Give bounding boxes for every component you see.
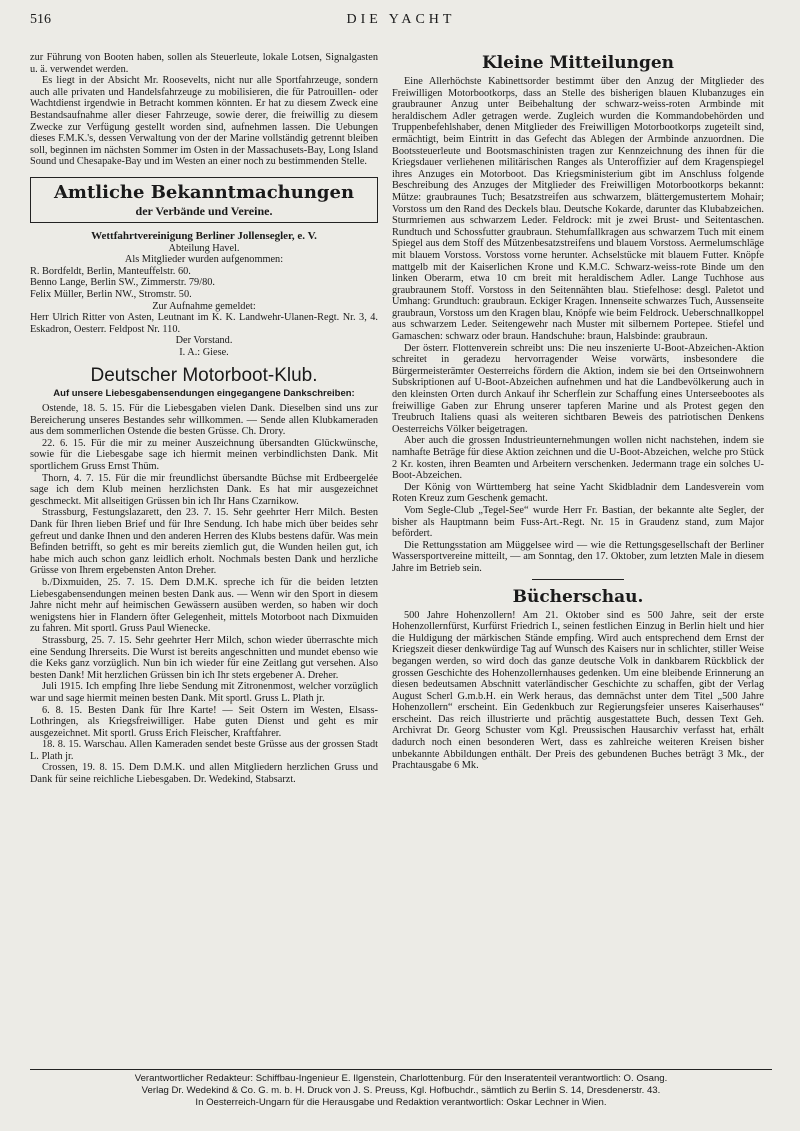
divider (532, 579, 624, 580)
signature-board: Der Vorstand. (175, 335, 233, 347)
page-number: 516 (30, 12, 51, 27)
imprint-line: Verantwortlicher Redakteur: Schiffbau-Ingenieur E. Ilgenstein, Charlottenburg. Für den Inseratenteil verantwortlich: O. Osang. (134, 1073, 668, 1084)
letter: Crossen, 19. 8. 15. Dem D.M.K. und allen Mitgliedern herzlichen Gruss und Dank für seine reichliche Liebesgaben. Dr. Wedekind, Stabsarzt. (30, 762, 378, 786)
announcements-box (30, 177, 378, 223)
left-column (30, 52, 378, 786)
imprint-line: In Oesterreich-Ungarn für die Herausgabe und Redaktion verantwortlich: Oskar Lechner in Wien. (195, 1096, 607, 1108)
member-entry: R. Bordfeldt, Berlin, Manteuffelstr. 60. (30, 265, 191, 277)
application-intro: Zur Aufnahme gemeldet: (152, 300, 256, 312)
section-title-news: Kleine Mitteilungen (481, 53, 675, 73)
letter: Strassburg, Festungslazarett, den 23. 7. 15. Sehr geehrter Herr Milch. Besten Dank für Ihren lieben Brief und für Ihre Sendung. Ich habe mich über beides sehr gefreut und danke Ihnen und den anderen Herren des Klubs bestens dafür. Was mein Befinden betrifft, so geht es mir bereits ziemlich gut, die Wunden heilen gut, ich habe mich auch schon ganz leidlich erholt. Nochmals besten Dank und herzliche Grüsse von Ihrem ergebensten Anton Dreher. (30, 507, 378, 577)
signature-name: I. A.: Giese. (179, 346, 229, 358)
imprint-footer (30, 1069, 772, 1108)
letter: 6. 8. 15. Besten Dank für Ihre Karte! — Seit Ostern im Westen, Elsass-Lothringen, als Kriegsfreiwilliger. Habe guten Dienst und geht es mir ausgezeichnet. Mit sportl. Gruss Erich Fleischer, Kraftfahrer. (30, 704, 378, 739)
member-entry: Benno Lange, Berlin SW., Zimmerstr. 79/80. (30, 277, 215, 289)
announcements-title: Amtliche Bekanntmachungen (53, 181, 355, 203)
letter: 22. 6. 15. Für die mir zu meiner Auszeichnung übersandten Glückwünsche, sowie für die Liebesgabe sage ich hiermit meinen verbindlichsten Dank. Mit sportlichem Gruss Ernst Thüm. (30, 437, 378, 473)
letter: Ostende, 18. 5. 15. Für die Liebesgaben vielen Dank. Dieselben sind uns zur Bereicherung unseres Bestandes sehr willkommen. — Sende allen Klubkameraden aus dem sommerlichen Ostende die besten Grüsse. Ch. Drory. (30, 403, 378, 438)
letter: Thorn, 4. 7. 15. Für die mir freundlichst übersandte Büchse mit Erdbeergelée sage ich dem Klub meinen herzlichsten Dank. Es hat mir ausgezeichnet geschmeckt. Mit allseitigen Grüssen bin ich Ihr Hans Czarnikow. (30, 472, 378, 507)
paragraph: 500 Jahre Hohenzollern! Am 21. Oktober sind es 500 Jahre, seit der erste Hohenzollernfürst, Kurfürst Friedrich I., seinen festlichen Einzug in Berlin hielt und hier die Huldigung der märkischen Stände empfing. Wird auch entsprechend dem Ernst der Kriegszeit dieser denkwürdige Tag auf Wunsch des Kaisers nur in schlichter, stiller Weise begangen werden, so wird doch das ganze deutsche Volk in dankbarem Rückblick der grossen Geschichte des Hohenzollernhauses gedenken. Um eine bleibende Erinnerung an diesen bedeutsamen Abschnitt vaterländischer Geschichte zu schaffen, gibt der Verlag August Scherl G.m.b.H. ein Werk heraus, das demnächst unter dem Titel „500 Jahre Hohenzollern“ erscheint. Ein Gedenkbuch zur Regierungsfeier unseres Kaiserhauses“ erscheint. Das reich illustrierte und prächtig ausgestattete Buch, dessen Text Geh. Archivrat Dr. Georg Schuster vom Kgl. Preussischen Hausarchiv verfasst hat, erhält dadurch noch einen besonderen Wert, dass es zahlreiche weiteren Kreisen bisher unbekannte Abbildungen enthält. Der Preis des gebundenen Buches beträgt 3 Mk., der Prachtausgabe 6 Mk. (392, 609, 764, 772)
running-title: DIE YACHT (346, 12, 456, 27)
paragraph: Der österr. Flottenverein schreibt uns: Die neu inszenierte U-Boot-Abzeichen-Aktion schreitet in geradezu hervorragender Weise vorwärts, insbesondere die Bürgermeisterämter Oesterreichs fördern die Aktion, indem sie bei den Ortseinwohnern Subskriptionen auf U-Boot-Abzeichen aufnehmen und hat die Landbevölkerung auch in den kleinsten Orten durch Ankauf ihr Scherflein zur Schaffung eines Unterseebootes als freiwillige Gaben zur Ehrung unserer tapferen Marine und als Protest gegen den Treubruch Italiens quasi als weiteren sichtbaren Beweis des patriotischen Denkens Oesterreichs Völker beigetragen. (392, 342, 764, 435)
announcements-subtitle: der Verbände und Vereine. (135, 203, 273, 218)
paragraph: Die Rettungsstation am Müggelsee wird — wie die Rettungsgesellschaft der Berliner Wassersportvereine mitteilt, — am Sonntag, den 17. Oktober, zum letzten Male in diesem Jahre im Betrieb sein. (392, 539, 764, 574)
member-intro: Als Mitglieder wurden aufgenommen: (124, 254, 284, 266)
member-entry: Felix Müller, Berlin NW., Stromstr. 50. (30, 288, 192, 300)
letter: Juli 1915. Ich empfing Ihre liebe Sendung mit Zitronenmost, welcher vorzüglich war und sage hiermit meinen besten Dank. Mit sportl. Gruss L. Plath jr. (30, 681, 378, 704)
club-heading: Wettfahrtvereinigung Berliner Jollensegler, e. V. (91, 229, 317, 242)
page-header (30, 10, 772, 30)
paragraph: Eine Allerhöchste Kabinettsorder bestimmt über den Anzug der Mitglieder des Freiwilligen Motorbootkorps, dass an Stelle des bisherigen blauen Klubanzuges ein graubrauner Anzug unter Beibehaltung der schwarz-weiss-roten Armbinde mit heraldischem Adler getragen werde. Zugleich wurden die Kommandobehörden und Truppenbefehlshaber, denen Mitglieder des Freiwilligen Motorbootkorps zugeteilt sind, ermächtigt, beim Eintritt in das Gefecht das Ablegen der Armbinde anzuordnen. Die Bootssteuerleute und Bootsmaschinisten tragen zur Kennzeichnung des ihnen für die Kriegsdauer verliehenen militärischen Ranges als Unteroffizier auf dem Kragenspiegel ihres Anzuges ein Motorboot. Das Kriegsministerium gibt im Anschluss folgende Beschreibung des Anzuges der Mitglieder des Freiwilligen Motorbootkorps bekannt: Mütze: graubraunes Tuch; Besatzstreifen aus schwarzem, blättergemustertem Mohair; Vorstoss um den Rand des Deckels blau. Deutsche Kokarde, darunter das Klubabzeichen. Sturmriemen aus schwarzem Leder. Feldrock: mit je zwei Brust- und Seitentaschen. Rundtuch und Schossfutter graubraun. Stehumfallkragen aus schwarzem Tuch mit einem Spiegel aus dem Stoff des Mützenbesatzstreifens und blauem Vorstoss. Aermelumschläge mit blauem Vorstoss. Vorstoss vorne herunter. Achselstücke mit blauem Futter. Knöpfe mattgelb mit der Kaiserlichen Krone und K.M.C. Schwarz-weiss-rote Binde um den linken Oberarm, etwa 10 cm breit mit heraldischem Adler. Lange Tuchhose aus graubraunem Stoff. Vorstoss in den Seitennähten blau. Stiefelhose: desgl. Paletot und Umhang: Grundtuch: graubraun. Eckiger Kragen. Innenseite schwarzes Tuch, Aussenseite graubraun, Vorstoss um den Kragen blau, Knöpfe wie beim Feldrock. Ueberschnallkoppel aus schwarzem Leder. Seitengewehr nach Muster mit silbernem Portepee. Stiefel und Gamaschen: schwarz oder braun. Handschuhe: braun, Halsbinde: graubraun. (392, 76, 764, 343)
letter: b./Dixmuiden, 25. 7. 15. Dem D.M.K. spreche ich für die beiden letzten Liebesgabensendungen meinen besten Dank aus. — Wenn wir den Sport in diesem Jahre nicht mehr auf heimischen Gewässern ausüben werden, so haben wir doch wenigstens hier in Flandern öfter Gelegenheit, mittels Motorboot nach Dixmuiden zu fahren. Mit sportl. Gruss Paul Wienecke. (30, 576, 378, 635)
motorboat-club-subtitle: Auf unsere Liebesgabensendungen eingegangene Dankschreiben: (53, 388, 355, 400)
paragraph: Der König von Württemberg hat seine Yacht Skidbladnir dem Landesverein vom Roten Kreuz zum Geschenk gemacht. (392, 481, 764, 505)
imprint-line: Verlag Dr. Wedekind & Co. G. m. b. H. Druck von J. S. Preuss, Kgl. Hofbuchdr., sämtlich zu Berlin S. 14, Dresdenerstr. 43. (141, 1084, 661, 1096)
section-title-books: Bücherschau. (512, 586, 644, 607)
club-subheading: Abteilung Havel. (168, 242, 240, 254)
right-column (392, 52, 764, 772)
application-entry: Herr Ulrich Ritter von Asten, Leutnant im K. K. Landwehr-Ulanen-Regt. Nr. 3, 4. Eskadron, Oesterr. Feldpost Nr. 110. (30, 312, 378, 335)
paragraph: Aber auch die grossen Industrieunternehmungen wollen nicht nachstehen, indem sie namhafte Beträge für diese Aktion zeichnen und die U-Boot-Abzeichen, welche pro Stück 2 Kr. kosten, ihren Beamten und Arbeitern verschenken. Jedermann trage ein solches U-Boot-Abzeichen. (392, 435, 764, 482)
paragraph: Es liegt in der Absicht Mr. Roosevelts, nicht nur alle Sportfahrzeuge, sondern auch alle privaten und Handelsfahrzeuge zu mobilisieren, die für Patrouillen- oder Wachtdienst irgendwie in Betracht kommen könnten. Er hat zu diesem Zweck eine Bestandsaufnahme aller dieser Fahrzeuge, sowie derer, die freiwillig zu diesem Zwecke zur Verfügung gestellt worden sind, aufnehmen lassen. Die Uebungen dieses F.M.K.'s, dessen Verwaltung von der der Marine vollständig getrennt bleiben soll, beginnen im nächsten Sommer im Osten in der Massachusets-Bay, Long Island Sound und Chesapake-Bay und im Westen an einer noch zu bestimmenden Stelle. (30, 75, 378, 168)
paragraph: Vom Segle-Club „Tegel-See“ wurde Herr Fr. Bastian, der bekannte alte Segler, der bisher als Hauptmann beim Fuss-Art.-Regt. Nr. 15 in Graudenz stand, zum Major befördert. (392, 504, 764, 540)
motorboat-club-title: Deutscher Motorboot-Klub. (90, 365, 318, 387)
paragraph: zur Führung von Booten haben, sollen als Steuerleute, lokale Lotsen, Signalgasten u. ä. verwendet werden. (30, 52, 378, 75)
letter: Strassburg, 25. 7. 15. Sehr geehrter Herr Milch, schon wieder überraschte mich eine Sendung Ihrerseits. Die Wurst ist bereits angeschnitten und mundet ebenso wie die Keks ganz vorzüglich. Nun bin ich wieder für eine Zeitlang gut versehen. Also besten Dank! Mit herzlichen Grüssen bin ich Ihr stets ergebener A. Dreher. (30, 634, 378, 681)
letter: 18. 8. 15. Warschau. Allen Kameraden sendet beste Grüsse aus der grossen Stadt L. Plath jr. (30, 739, 378, 762)
